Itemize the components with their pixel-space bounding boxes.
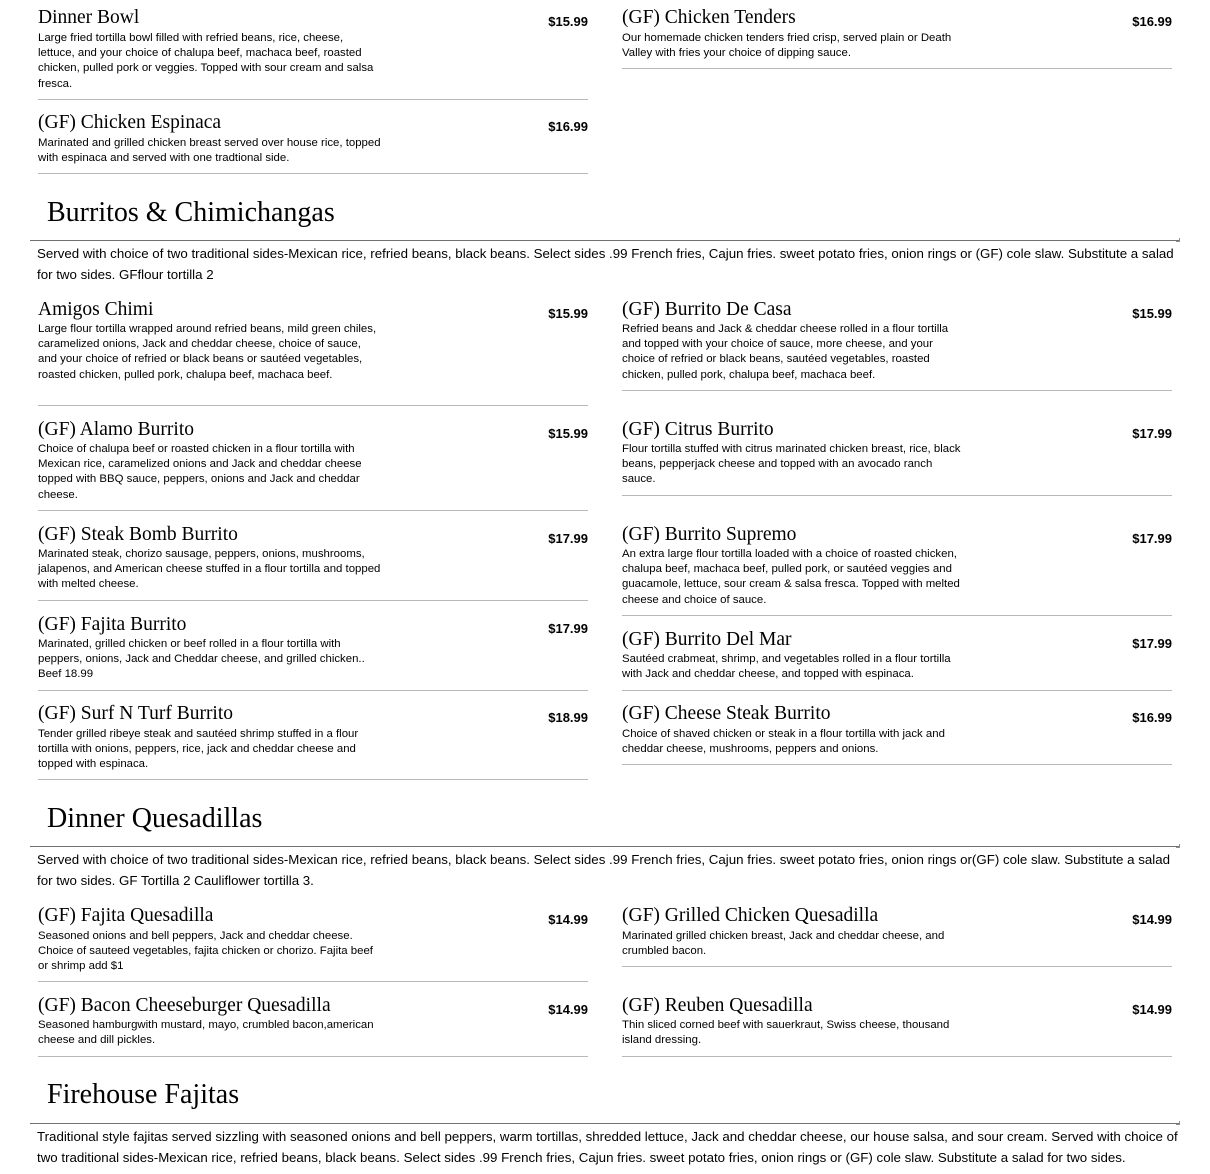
item-description: Our homemade chicken tenders fried crisp, served plain or Death Valley with fries your choice of dipping sauce. [622,32,952,60]
item-name: (GF) Fajita Quesadilla [38,905,214,926]
menu-item [622,905,1172,967]
item-price: $17.99 [1132,636,1172,651]
item-price: $17.99 [1132,531,1172,546]
item-price: $15.99 [548,306,588,321]
item-name: (GF) Surf N Turf Burrito [38,703,234,724]
menu-item [622,7,1172,69]
section-intro-burritos: Served with choice of two traditional sides-Mexican rice, refried beans, black beans. Select sides .99 French fries, Cajun fries. sweet potato fries, onion rings or (GF) cole slaw. Substitute a salad for two sides. GFflour tortilla 2 [37,246,1174,282]
item-name: (GF) Grilled Chicken Quesadilla [622,905,879,926]
menu-item [622,629,1172,691]
item-description: Tender grilled ribeye steak and sautéed shrimp stuffed in a flour tortilla with onions, peppers, rice, jack and cheddar cheese and topped with espinaca. [38,728,359,771]
item-price: $16.99 [548,119,588,134]
item-description: Marinated, grilled chicken or beef rolled in a flour tortilla with peppers, onions, Jack and Cheddar cheese, and grilled chicken.. Beef 18.99 [38,638,365,681]
menu-item [622,995,1172,1057]
item-description: Marinated and grilled chicken breast served over house rice, topped with espinaca and served with one tradtional side. [38,137,381,165]
item-name: (GF) Chicken Espinaca [38,112,222,133]
section-title-fajitas: Firehouse Fajitas [47,1079,240,1110]
item-price: $15.99 [548,426,588,441]
item-description: Large flour tortilla wrapped around refried beans, mild green chiles, caramelized onions, Jack and cheddar cheese, choice of sauce, and your choice of refried or black beans or sautéed vegetables, roasted chicken, pulled pork, chalupa beef, machaca beef. [38,323,377,381]
item-name: Dinner Bowl [38,7,140,28]
section-divider [30,1123,1179,1124]
section-intro-quesadillas: Served with choice of two traditional sides-Mexican rice, refried beans, black beans. Select sides .99 French fries, Cajun fries. sweet potato fries, onion rings or(GF) cole slaw. Substitute a salad for two sides. GF Tortilla 2 Cauliflower tortilla 3. [37,852,1170,888]
menu-item [38,995,588,1057]
item-description: Thin sliced corned beef with sauerkraut, Swiss cheese, thousand island dressing. [622,1019,950,1047]
item-description: Marinated steak, chorizo sausage, peppers, onions, mushrooms, jalapenos, and American cheese stuffed in a flour tortilla and topped with melted cheese. [38,548,381,591]
menu-item [38,524,588,601]
item-name: (GF) Fajita Burrito [38,614,187,635]
item-name: (GF) Burrito Del Mar [622,629,792,650]
item-description: Refried beans and Jack & cheddar cheese rolled in a flour tortilla and topped with your choice of sauce, more cheese, and your choice of refried or black beans, sautéed vegetables, roasted chicken, pulled pork, chalupa beef, machaca beef. [622,323,949,381]
item-description: Seasoned onions and bell peppers, Jack and cheddar cheese. Choice of sauteed vegetables, fajita chicken or chorizo. Fajita beef or shrimp add $1 [38,930,373,973]
item-name: (GF) Reuben Quesadilla [622,995,813,1016]
item-price: $15.99 [1132,306,1172,321]
item-price: $15.99 [548,14,588,29]
menu-item [38,7,588,100]
item-price: $16.99 [1132,14,1172,29]
item-description: Marinated grilled chicken breast, Jack and cheddar cheese, and crumbled bacon. [622,930,945,958]
section-intro-fajitas: Traditional style fajitas served sizzling with seasoned onions and bell peppers, warm tortillas, shredded lettuce, Jack and cheddar cheese, our house salsa, and sour cream. Served with choice of two traditional sides-Mexican rice, refried beans, black beans. Select sides .99 French fries, Cajun fries. sweet potato fries, onion rings or (GF) cole slaw. Substitute a salad for two sides. [37,1129,1178,1165]
item-name: (GF) Burrito De Casa [622,299,792,320]
item-price: $14.99 [548,1002,588,1017]
section-title-quesadillas: Dinner Quesadillas [47,803,263,834]
item-description: Sautéed crabmeat, shrimp, and vegetables rolled in a flour tortilla with Jack and cheddar cheese, and topped with espinaca. [622,653,951,681]
item-price: $14.99 [1132,912,1172,927]
menu-item [622,419,1172,496]
item-description: Flour tortilla stuffed with citrus marinated chicken breast, rice, black beans, pepperjack cheese and topped with an avocado ranch sauce. [622,443,961,486]
menu-item [622,524,1172,616]
item-price: $18.99 [548,710,588,725]
menu-item [38,905,588,982]
menu-item [38,112,588,174]
item-name: (GF) Burrito Supremo [622,524,797,545]
menu-item [38,419,588,511]
item-description: Choice of chalupa beef or roasted chicken in a flour tortilla with Mexican rice, caramelized onions and Jack and cheddar cheese topped with BBQ sauce, peppers, onions and Jack and cheddar cheese. [38,443,362,501]
item-name: (GF) Alamo Burrito [38,419,194,440]
menu-item [38,703,588,780]
item-name: (GF) Cheese Steak Burrito [622,703,831,724]
item-description: Seasoned hamburgwith mustard, mayo, crumbled bacon,american cheese and dill pickles. [38,1019,374,1047]
item-price: $14.99 [548,912,588,927]
item-name: (GF) Chicken Tenders [622,7,796,28]
item-name: (GF) Citrus Burrito [622,419,774,440]
item-price: $17.99 [1132,426,1172,441]
menu-item [622,299,1172,391]
item-name: Amigos Chimi [38,299,154,320]
item-price: $16.99 [1132,710,1172,725]
item-description: Large fried tortilla bowl filled with refried beans, rice, cheese, lettuce, and your choice of chalupa beef, machaca beef, roasted chicken, pulled pork or veggies. Topped with sour cream and salsa fresca. [38,32,374,90]
item-description: An extra large flour tortilla loaded with a choice of roasted chicken, chalupa beef, machaca beef, pulled pork, or sautéed veggies and guacamole, lettuce, sour cream & salsa fresca. Topped with melted cheese and choice of sauce. [622,548,960,606]
item-price: $17.99 [548,531,588,546]
item-price: $14.99 [1132,1002,1172,1017]
section-divider [30,240,1179,241]
menu-item [622,703,1172,765]
menu-item [38,614,588,691]
item-name: (GF) Bacon Cheeseburger Quesadilla [38,995,331,1016]
item-description: Choice of shaved chicken or steak in a flour tortilla with jack and cheddar cheese, mushrooms, peppers and onions. [622,728,945,756]
section-title-burritos: Burritos & Chimichangas [47,197,335,228]
menu-item [38,299,588,406]
section-divider [30,846,1179,847]
item-name: (GF) Steak Bomb Burrito [38,524,238,545]
item-price: $17.99 [548,621,588,636]
